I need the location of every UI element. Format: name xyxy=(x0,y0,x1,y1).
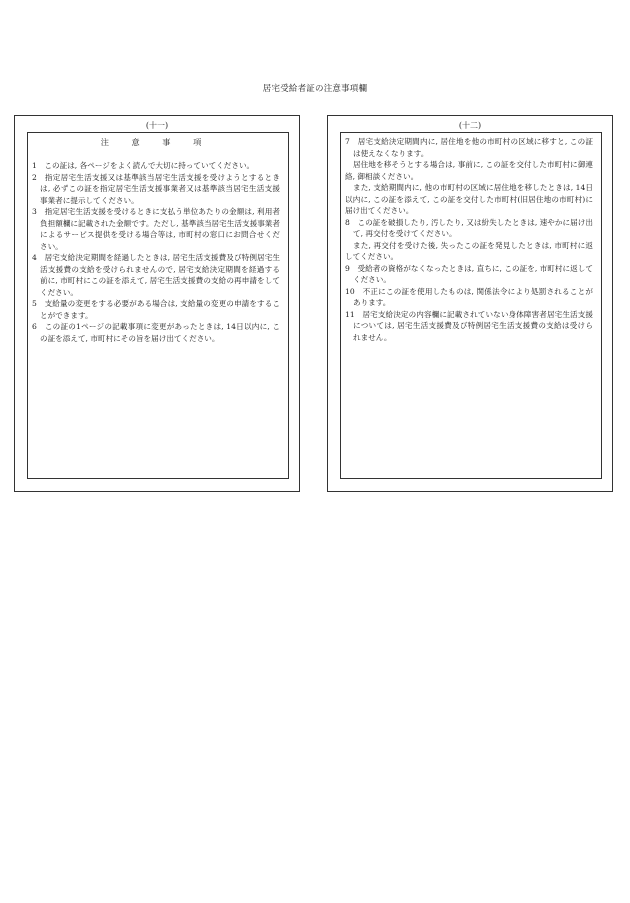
document-title: 居宅受給者証の注意事項欄 xyxy=(262,84,368,94)
note-item: 11 居宅支給決定の内容欄に記載されていない身体障害者居宅生活支援については, 居宅生活支援費及び特例居宅生活支援費の支給は受けられません。 xyxy=(345,309,593,342)
note-item-continuation: また, 支給期間内に, 他の市町村の区域に居住地を移したときは, 14日以内に, この証を添えて, この証を交付した市町村(旧居住地の市町村)に届け出てください。 xyxy=(345,183,593,215)
note-item-continuation: また, 再交付を受けた後, 失ったこの証を発見したときは, 市町村に返してください。 xyxy=(345,240,593,261)
note-item: 2 指定居宅生活支援又は基準該当居宅生活支援を受けようとするときは, 必ずこの証を指定居宅生活支援事業者又は基準該当居宅生活支援事業者に提示してください。 xyxy=(32,172,280,205)
notes-list xyxy=(32,160,280,344)
note-item-continuation: 居住地を移そうとする場合は, 事前に, この証を交付した市町村に御連絡, 御相談ください。 xyxy=(345,160,593,181)
notes-heading: 注 意 事 項 xyxy=(100,137,212,147)
note-item: 9 受給者の資格がなくなったときは, 直ちに, この証を, 市町村に返してください。 xyxy=(345,263,593,284)
note-item: 10 不正にこの証を使用したものは, 関係法令により処罰されることがあります。 xyxy=(345,286,593,307)
note-item: 4 居宅支給決定期間を経過したときは, 居宅生活支援費及び特例居宅生活支援費の支給を受けられませんので, 居宅支給決定期間を経過する前に, 市町村にこの証を添えて, 居宅生活支援費の支給の再申請をしてください。 xyxy=(32,253,280,297)
page-number-label: (十一) xyxy=(145,121,169,130)
note-item: 1 この証は, 各ページをよく読んで大切に持っていてください。 xyxy=(32,161,255,170)
note-item: 6 この証の1ページの記載事項に変更があったときは, 14日以内に, この証を添えて, 市町村にその旨を届け出てください。 xyxy=(32,322,280,343)
notes-box xyxy=(27,132,289,479)
page-number-label: (十二) xyxy=(458,121,482,130)
notes-box xyxy=(340,132,602,479)
note-item: 3 指定居宅生活支援を受けるときに支払う単位あたりの金額は, 利用者負担額欄に記載された金額です。ただし, 基準該当居宅生活支援事業者によるサービス提供を受ける場合等は, 市町村の窓口にお問合せください。 xyxy=(32,207,280,251)
note-item: 7 居宅支給決定期間内に, 居住地を他の市町村の区域に移すと, この証は使えなくなります。 xyxy=(345,137,593,158)
notes-list xyxy=(345,136,593,343)
page-11-panel xyxy=(14,115,300,492)
page-12-panel xyxy=(327,115,613,492)
note-item: 8 この証を破損したり, 汚したり, 又は紛失したときは, 速やかに届け出て, 再交付を受けてください。 xyxy=(345,217,593,238)
note-item: 5 支給量の変更をする必要がある場合は, 支給量の変更の申請をすることができます。 xyxy=(32,299,280,320)
